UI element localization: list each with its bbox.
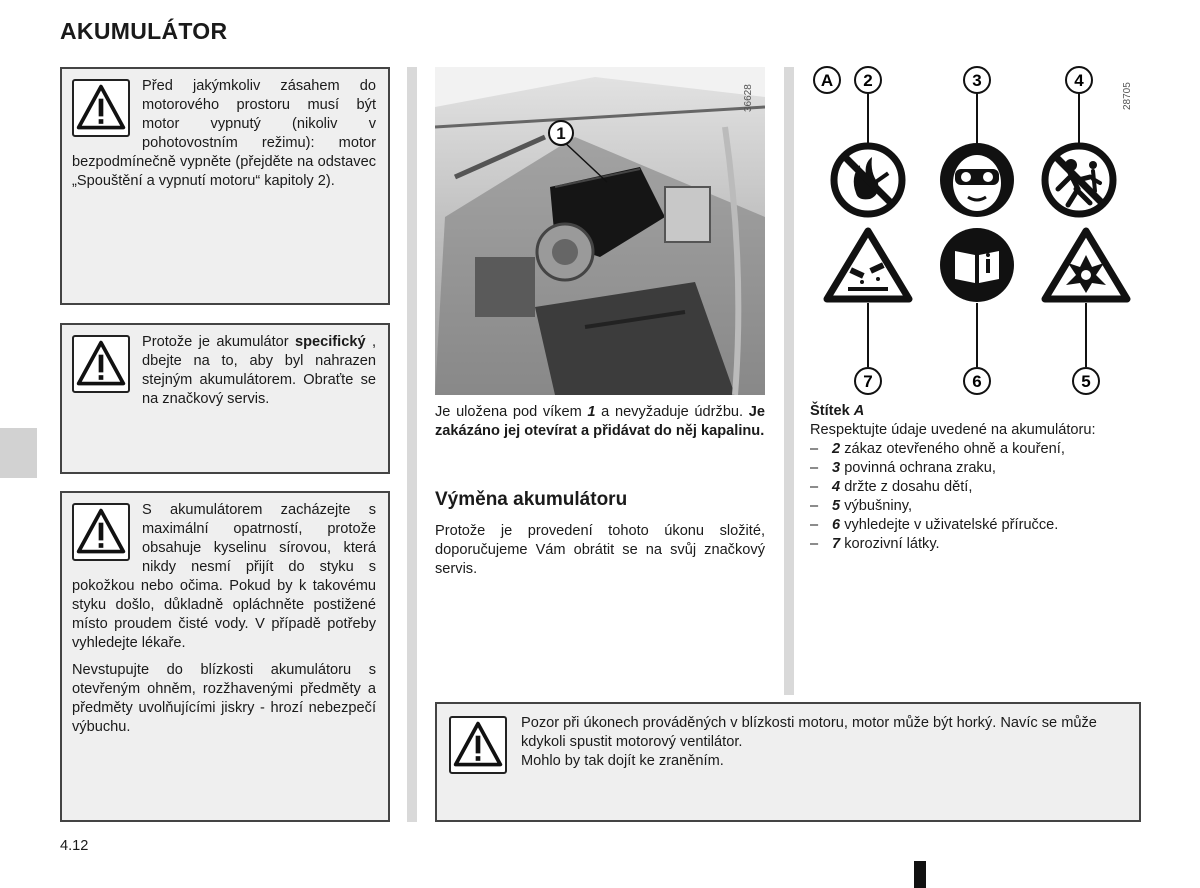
svg-text:6: 6 bbox=[972, 372, 982, 391]
marker-2 bbox=[855, 67, 881, 93]
corrosive-icon bbox=[827, 231, 909, 299]
list-item: – 5 výbušniny, bbox=[810, 498, 913, 514]
callout-1: 1 bbox=[556, 124, 566, 143]
replacement-heading: Výměna akumulátoru bbox=[435, 489, 628, 510]
photo-reference-code: 36628 bbox=[743, 84, 754, 112]
list-item: – 2 zákaz otevřeného ohně a kouření, bbox=[810, 441, 1065, 457]
chapter-tab bbox=[0, 428, 37, 478]
marker-6 bbox=[964, 368, 990, 394]
svg-text:2: 2 bbox=[863, 71, 873, 90]
column-divider bbox=[407, 67, 417, 822]
warning-triangle-icon bbox=[449, 716, 507, 774]
warning-triangle-icon bbox=[72, 335, 130, 393]
marker-3 bbox=[964, 67, 990, 93]
no-children-icon bbox=[1045, 146, 1113, 214]
svg-text:A: A bbox=[820, 71, 834, 90]
warning-box-specific-battery bbox=[60, 323, 390, 474]
list-item: – 4 držte z dosahu dětí, bbox=[810, 479, 973, 495]
warning-triangle-icon bbox=[72, 79, 130, 137]
list-item: – 3 povinná ochrana zraku, bbox=[810, 460, 996, 476]
read-manual-icon bbox=[940, 228, 1014, 302]
no-fire-icon bbox=[834, 146, 902, 214]
label-reference-code: 28705 bbox=[1122, 82, 1133, 110]
label-intro: Respektujte údaje uvedené na akumulátoru: bbox=[810, 422, 1096, 438]
marker-A bbox=[814, 67, 840, 93]
replacement-text: Protože je provedení tohoto úkonu složité, doporučujeme Vám obrátit se na svůj značkový servis. bbox=[435, 523, 765, 577]
warning-text: Mohlo by tak dojít ke zraněním. bbox=[521, 753, 724, 769]
warning-triangle-icon bbox=[72, 503, 130, 561]
warning-text: Před jakýmkoliv zásahem do motorového prostoru musí být motor vypnutý (nikoliv v pohotovostním režimu): motor bezpodmínečně vypněte (přejděte na odstavec „Spouštění a vypnutí motoru“ kapitoly 2). bbox=[72, 78, 376, 189]
print-mark bbox=[914, 861, 926, 888]
marker-5 bbox=[1073, 368, 1099, 394]
svg-text:7: 7 bbox=[863, 372, 873, 391]
list-item: – 7 korozivní látky. bbox=[810, 536, 940, 552]
marker-4 bbox=[1066, 67, 1092, 93]
warning-text: Pozor při úkonech prováděných v blízkosti motoru, motor může být horký. Navíc se může kdykoli spustit motorový ventilátor. bbox=[521, 715, 1097, 750]
svg-text:5: 5 bbox=[1081, 372, 1091, 391]
explosive-icon bbox=[1045, 231, 1127, 299]
warning-box-hot-engine bbox=[435, 702, 1141, 822]
page-number: 4.12 bbox=[60, 838, 89, 854]
label-title: Štítek A bbox=[810, 403, 865, 419]
warning-text: S akumulátorem zacházejte s maximální opatrností, protože obsahuje kyselinu sírovou, která nikdy nesmí přijít do styku s pokožkou nebo očima. Pokud by k takovému styku došlo, důkladně opláchněte postižené místo proudem čisté vody. V případě potřeby vyhledejte lékaře. bbox=[72, 502, 376, 651]
warning-text: Nevstupujte do blízkosti akumulátoru s otevřeným ohněm, rozžhavenými předměty a předměty uvolňujícími jiskry - hrozí nebezpečí výbuchu. bbox=[72, 662, 376, 735]
battery-location-text: Je uložena pod víkem 1 a nevyžaduje údržbu. Je zakázáno jej otevírat a přidávat do něj kapalinu. bbox=[435, 404, 765, 439]
warning-box-acid bbox=[60, 491, 390, 822]
engine-bay-photo bbox=[435, 67, 765, 395]
svg-text:4: 4 bbox=[1074, 71, 1084, 90]
marker-7 bbox=[855, 368, 881, 394]
column-divider bbox=[784, 67, 794, 695]
warning-text: Protože je akumulátor specifický , dbejte na to, aby byl nahrazen stejným akumulátorem. Obraťte se na značkový servis. bbox=[142, 334, 377, 407]
page-title: AKUMULÁTOR bbox=[60, 18, 228, 44]
list-item: – 6 vyhledejte v uživatelské příručce. bbox=[810, 517, 1059, 533]
svg-text:3: 3 bbox=[972, 71, 982, 90]
battery-label-figure bbox=[808, 65, 1153, 400]
warning-box-engine-off bbox=[60, 67, 390, 305]
label-description bbox=[810, 402, 1155, 554]
eye-protection-icon bbox=[940, 143, 1014, 217]
